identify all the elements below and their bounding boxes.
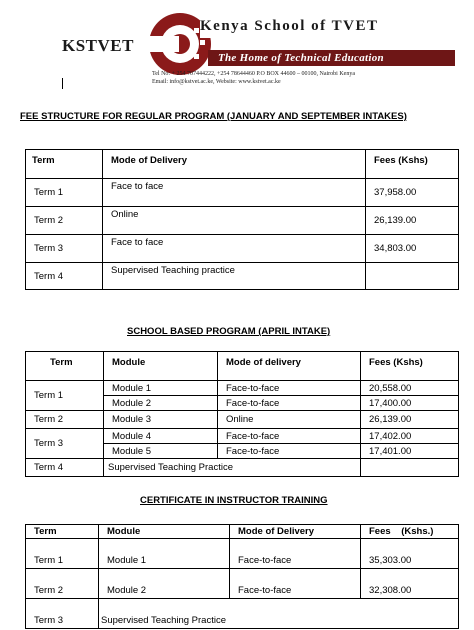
table-header-row: [26, 352, 459, 381]
module-cell: Module 1: [104, 381, 218, 396]
header-fees: Fees (Kshs): [366, 150, 459, 179]
header-term: Term: [26, 150, 103, 179]
fee-cell: 34,803.00: [366, 235, 459, 263]
table-row: [26, 235, 459, 263]
mode-cell: Face-to-face: [218, 429, 361, 444]
term-cell: Term 2: [26, 569, 99, 599]
fee-cell: 37,958.00: [366, 179, 459, 207]
school-name: Kenya School of TVET: [200, 18, 379, 34]
school-based-title: SCHOOL BASED PROGRAM (APRIL INTAKE): [127, 326, 331, 337]
table-row: [26, 381, 459, 396]
mode-cell: Face-to-face: [218, 396, 361, 411]
mode-cell: Face-to-face: [230, 539, 361, 569]
supervised-practice-cell: Supervised Teaching Practice: [99, 599, 459, 629]
short-name: KSTVET: [62, 36, 134, 55]
term-cell: Term 1: [26, 539, 99, 569]
fee-cell: 20,558.00: [361, 381, 459, 396]
header-fees: Fees (Kshs.): [361, 525, 459, 539]
regular-program-title: FEE STRUCTURE FOR REGULAR PROGRAM (JANUARY AND SEPTEMBER INTAKES): [20, 111, 407, 122]
table-header-row: [26, 150, 459, 179]
table-row: [26, 411, 459, 429]
term-cell: Term 2: [26, 207, 103, 235]
term-cell: Term 3: [26, 599, 99, 629]
school-based-fee-table: [25, 351, 459, 477]
term-cell: Term 1: [26, 179, 103, 207]
fee-cell: 17,401.00: [361, 444, 459, 459]
header-term: Term: [26, 352, 104, 381]
certificate-title: CERTIFICATE IN INSTRUCTOR TRAINING: [140, 495, 328, 506]
mode-cell: Online: [218, 411, 361, 429]
mode-cell: Online: [103, 207, 366, 235]
fee-cell: 26,139.00: [361, 411, 459, 429]
fee-cell: 17,402.00: [361, 429, 459, 444]
contact-info: [152, 70, 355, 86]
module-cell: Module 2: [104, 396, 218, 411]
term-cell: Term 1: [26, 381, 104, 411]
mode-cell: Face to face: [103, 235, 366, 263]
term-cell: Term 3: [26, 429, 104, 459]
table-row: [26, 207, 459, 235]
mode-cell: Face-to-face: [218, 381, 361, 396]
mode-cell: Face-to-face: [230, 569, 361, 599]
table-row: [26, 599, 459, 629]
table-row: [26, 179, 459, 207]
module-cell: Module 5: [104, 444, 218, 459]
text-cursor: [62, 78, 63, 89]
header-term: Term: [26, 525, 99, 539]
fee-cell: 26,139.00: [366, 207, 459, 235]
term-cell: Term 4: [26, 459, 104, 477]
mode-cell: Supervised Teaching practice: [103, 263, 366, 290]
header-mode: Mode of Delivery: [103, 150, 366, 179]
module-cell: Module 4: [104, 429, 218, 444]
contact-phone-address: Tel No: + 254 707444222, +254 78644460 P.O BOX 44600 – 00100, Nairobi Kenya: [152, 71, 356, 77]
table-row: [26, 459, 459, 477]
table-row: [26, 539, 459, 569]
header-fees: Fees (Kshs): [361, 352, 459, 381]
module-cell: Module 2: [99, 569, 230, 599]
fee-cell: 35,303.00: [361, 539, 459, 569]
term-cell: Term 2: [26, 411, 104, 429]
term-cell: Term 4: [26, 263, 103, 290]
table-row: [26, 429, 459, 444]
mode-cell: Face-to-face: [218, 444, 361, 459]
module-cell: Module 3: [104, 411, 218, 429]
header-mode: Mode of Delivery: [230, 525, 361, 539]
term-cell: Term 3: [26, 235, 103, 263]
table-row: [26, 569, 459, 599]
header-module: Module: [104, 352, 218, 381]
certificate-fee-table: [25, 524, 459, 629]
tagline: The Home of Technical Education: [218, 52, 384, 64]
module-cell: Module 1: [99, 539, 230, 569]
regular-fee-table: [25, 149, 459, 290]
supervised-practice-cell: Supervised Teaching Practice: [104, 459, 361, 477]
table-row: [26, 263, 459, 290]
table-header-row: [26, 525, 459, 539]
fee-cell: [361, 459, 459, 477]
fee-cell: 17,400.00: [361, 396, 459, 411]
fee-cell: 32,308.00: [361, 569, 459, 599]
mode-cell: Face to face: [103, 179, 366, 207]
header-module: Module: [99, 525, 230, 539]
header-mode: Mode of delivery: [218, 352, 361, 381]
contact-email-website: Email: info@kstvet.ac.ke, Website: www.kstvet.ac.ke: [152, 79, 281, 85]
fee-cell: [366, 263, 459, 290]
